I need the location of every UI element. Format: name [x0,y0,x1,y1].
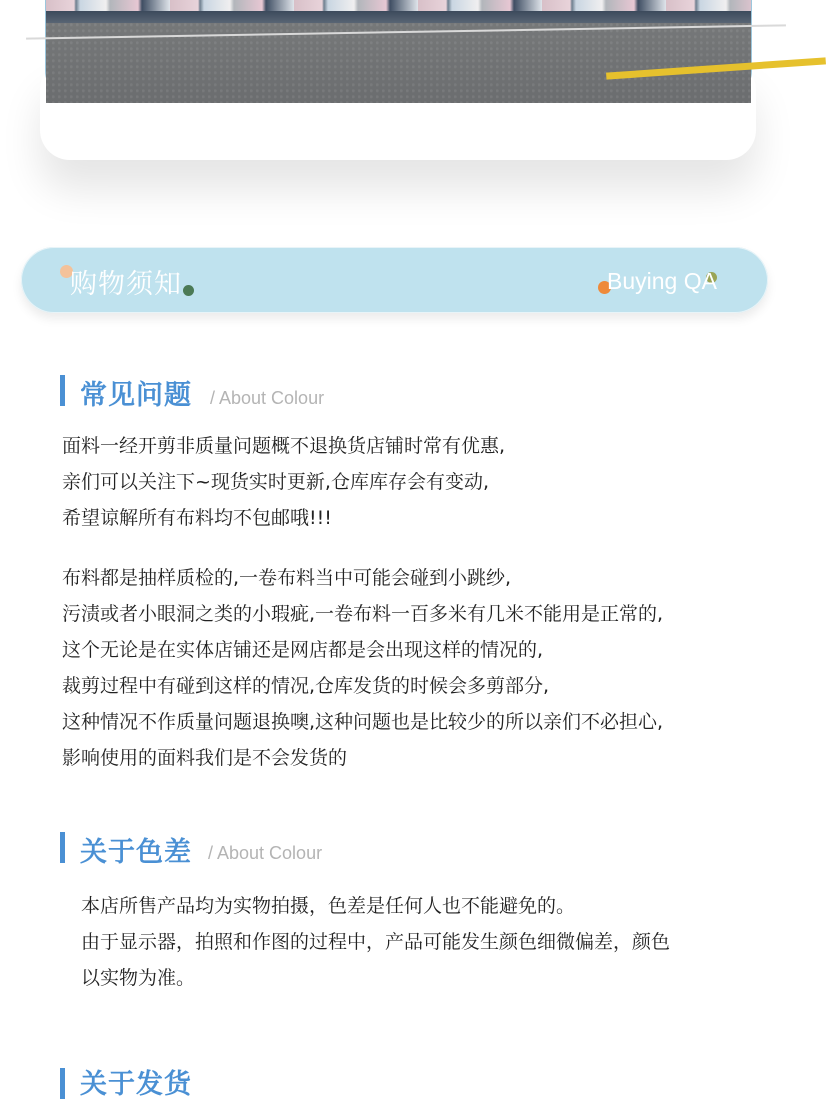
text-line: 这种情况不作质量问题退换噢,这种问题也是比较少的所以亲们不必担心, [62,711,664,733]
text-line: 本店所售产品均为实物拍摄，色差是任何人也不能避免的。 [81,895,576,917]
text-line: 布料都是抽样质检的,一卷布料当中可能会碰到小跳纱, [62,567,512,589]
banner-subtitle: Buying QA [607,268,717,294]
warehouse-photo [45,0,752,97]
text-line: 影响使用的面料我们是不会发货的 [62,747,348,769]
section-accent-bar [60,832,65,863]
section-subtitle: / About Colour [208,843,323,863]
section-title-faq: 常见问题 [80,380,192,411]
text-line: 希望谅解所有布料均不包邮哦!!! [62,507,332,529]
text-line: 污渍或者小眼洞之类的小瑕疵,一卷布料一百多米有几米不能用是正常的, [62,603,664,625]
section-accent-bar [60,1068,65,1099]
paragraph [62,428,505,536]
paragraph [81,888,670,996]
text-line: 亲们可以关注下~现货实时更新,仓库库存会有变动, [62,471,490,493]
text-line: 由于显示器，拍照和作图的过程中，产品可能发生颜色细微偏差，颜色 [81,931,671,953]
banner-title: 购物须知 [70,269,182,300]
section-accent-bar [60,375,65,406]
section-title-color-difference: 关于色差 [80,837,192,868]
text-line: 面料一经开剪非质量问题概不退换货店铺时常有优惠, [62,435,506,457]
text-line: 这个无论是在实体店铺还是网店都是会出现这样的情况的, [62,639,544,661]
shelf-base [46,11,751,23]
section-title-shipping: 关于发货 [80,1069,192,1100]
paragraph [62,560,663,776]
text-line: 裁剪过程中有碰到这样的情况,仓库发货的时候会多剪部分, [62,675,550,697]
decor-dot [183,285,194,296]
text-line: 以实物为准。 [81,967,196,989]
section-subtitle: / About Colour [210,388,325,408]
